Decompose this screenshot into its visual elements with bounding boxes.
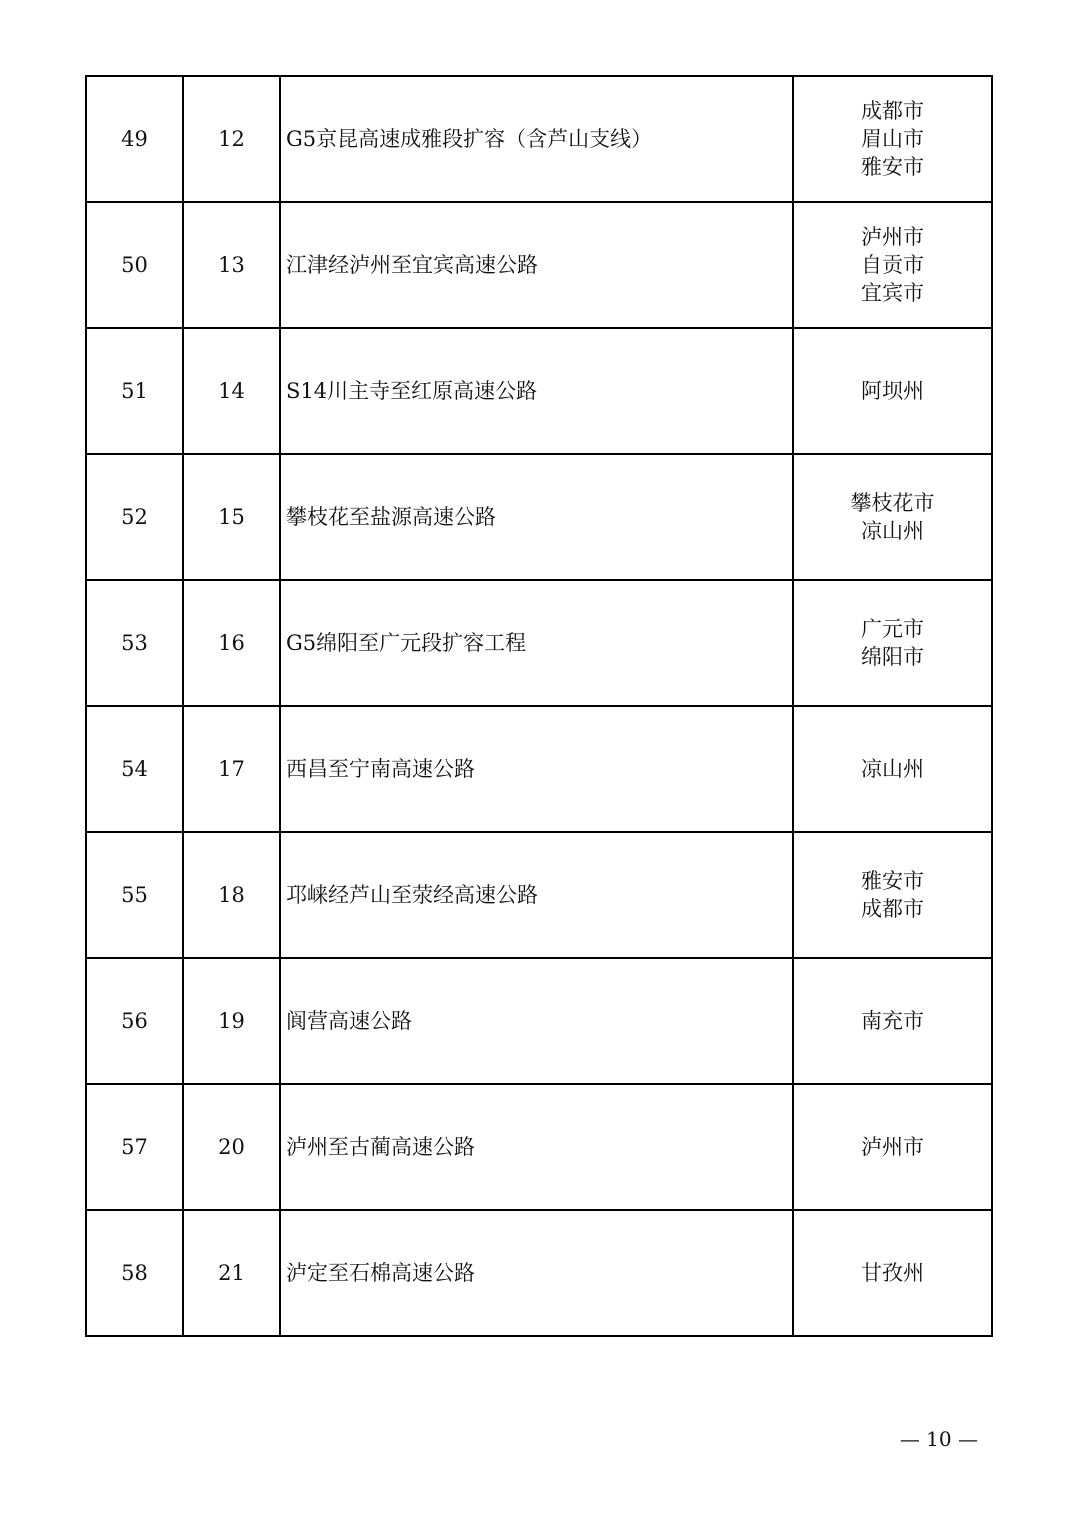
region-cell bbox=[793, 832, 992, 958]
region-name: 南充市 bbox=[861, 1009, 924, 1033]
project-name-cell: 邛崃经芦山至荥经高速公路 bbox=[280, 832, 793, 958]
region-cell bbox=[793, 958, 992, 1084]
table-row bbox=[86, 1210, 992, 1336]
sub-seq-cell: 19 bbox=[183, 958, 280, 1084]
table-body bbox=[86, 76, 992, 1336]
region-name: 阿坝州 bbox=[861, 379, 924, 403]
region-name: 成都市 bbox=[861, 897, 924, 921]
sub-seq-cell: 21 bbox=[183, 1210, 280, 1336]
region-name: 凉山州 bbox=[861, 519, 924, 543]
region-name: 泸州市 bbox=[861, 1135, 924, 1159]
region-name: 眉山市 bbox=[861, 127, 924, 151]
project-name-cell: 阆营高速公路 bbox=[280, 958, 793, 1084]
sub-seq-cell: 12 bbox=[183, 76, 280, 202]
seq-cell: 56 bbox=[86, 958, 183, 1084]
page-number: — 10 — bbox=[899, 1427, 978, 1451]
seq-cell: 55 bbox=[86, 832, 183, 958]
region-cell bbox=[793, 706, 992, 832]
project-name-cell: 攀枝花至盐源高速公路 bbox=[280, 454, 793, 580]
sub-seq-cell: 16 bbox=[183, 580, 280, 706]
region-cell bbox=[793, 1210, 992, 1336]
region-cell bbox=[793, 454, 992, 580]
region-name: 广元市 bbox=[861, 617, 924, 641]
seq-cell: 58 bbox=[86, 1210, 183, 1336]
region-name: 凉山州 bbox=[861, 757, 924, 781]
region-cell bbox=[793, 76, 992, 202]
region-cell bbox=[793, 580, 992, 706]
region-name: 雅安市 bbox=[861, 869, 924, 893]
sub-seq-cell: 13 bbox=[183, 202, 280, 328]
table-row bbox=[86, 454, 992, 580]
table-row bbox=[86, 1084, 992, 1210]
region-cell bbox=[793, 202, 992, 328]
region-cell bbox=[793, 328, 992, 454]
sub-seq-cell: 17 bbox=[183, 706, 280, 832]
seq-cell: 52 bbox=[86, 454, 183, 580]
table-row bbox=[86, 76, 992, 202]
region-name: 成都市 bbox=[861, 99, 924, 123]
seq-cell: 50 bbox=[86, 202, 183, 328]
project-name-cell: G5京昆高速成雅段扩容（含芦山支线） bbox=[280, 76, 793, 202]
table-row bbox=[86, 202, 992, 328]
project-name-cell: G5绵阳至广元段扩容工程 bbox=[280, 580, 793, 706]
sub-seq-cell: 18 bbox=[183, 832, 280, 958]
seq-cell: 49 bbox=[86, 76, 183, 202]
project-name-cell: 江津经泸州至宜宾高速公路 bbox=[280, 202, 793, 328]
sub-seq-cell: 14 bbox=[183, 328, 280, 454]
project-name-cell: 泸定至石棉高速公路 bbox=[280, 1210, 793, 1336]
sub-seq-cell: 15 bbox=[183, 454, 280, 580]
seq-cell: 57 bbox=[86, 1084, 183, 1210]
region-name: 自贡市 bbox=[861, 253, 924, 277]
region-name: 攀枝花市 bbox=[850, 491, 935, 515]
table-row bbox=[86, 706, 992, 832]
region-cell bbox=[793, 1084, 992, 1210]
table-row bbox=[86, 958, 992, 1084]
table-row bbox=[86, 580, 992, 706]
region-name: 雅安市 bbox=[861, 155, 924, 179]
project-name-cell: 泸州至古蔺高速公路 bbox=[280, 1084, 793, 1210]
seq-cell: 51 bbox=[86, 328, 183, 454]
table-row bbox=[86, 328, 992, 454]
project-table bbox=[85, 75, 993, 1337]
region-name: 绵阳市 bbox=[861, 645, 924, 669]
seq-cell: 53 bbox=[86, 580, 183, 706]
sub-seq-cell: 20 bbox=[183, 1084, 280, 1210]
seq-cell: 54 bbox=[86, 706, 183, 832]
table-row bbox=[86, 832, 992, 958]
region-name: 宜宾市 bbox=[861, 281, 924, 305]
project-name-cell: 西昌至宁南高速公路 bbox=[280, 706, 793, 832]
project-name-cell: S14川主寺至红原高速公路 bbox=[280, 328, 793, 454]
region-name: 甘孜州 bbox=[861, 1261, 924, 1285]
region-name: 泸州市 bbox=[861, 225, 924, 249]
